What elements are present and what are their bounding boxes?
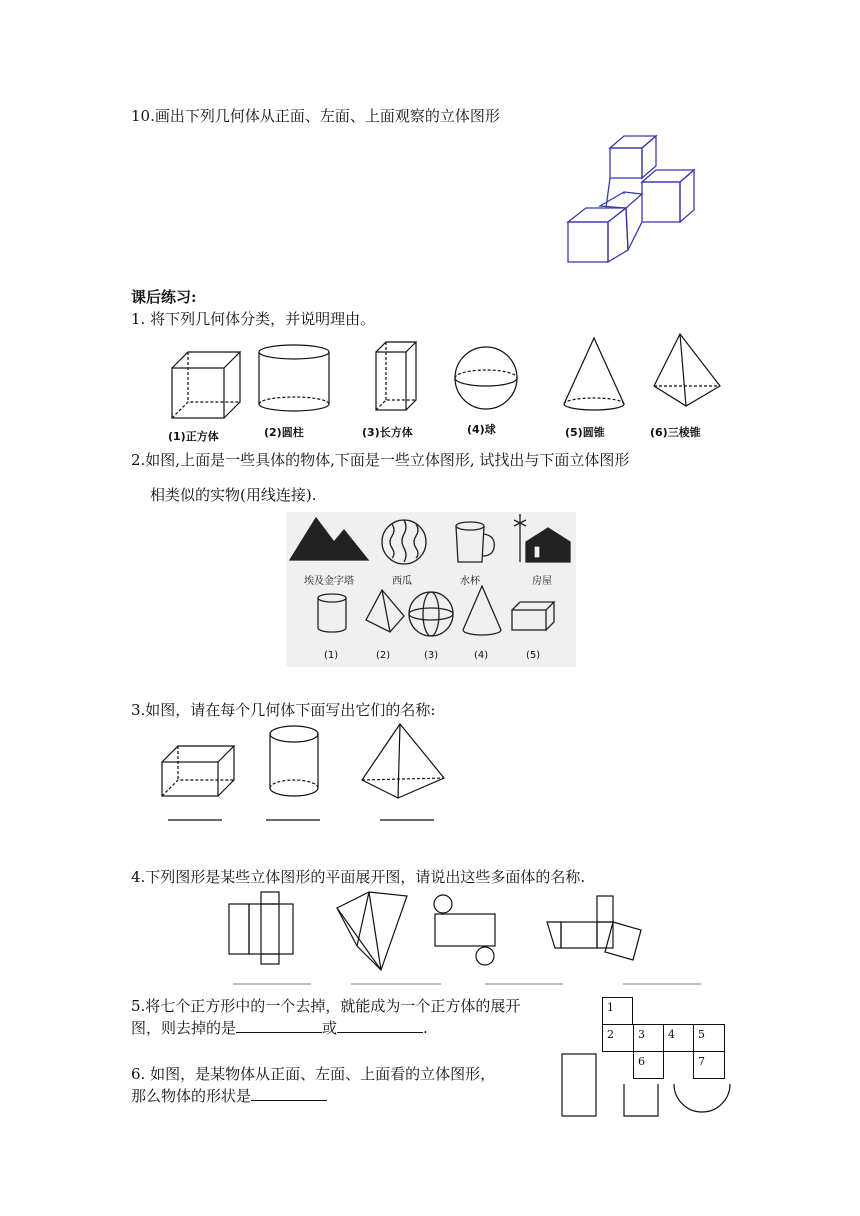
grid-cell-2: 2 (602, 1024, 634, 1052)
q10-text: 10.画出下列几何体从正面、左面、上面观察的立体图形 (131, 107, 500, 125)
q2-object-3: 水杯 (460, 576, 480, 587)
q2-text-line1: 2.如图,上面是一些具体的物体,下面是一些立体图形, 试找出与下面立体图形 (131, 451, 630, 469)
grid-cell-1: 1 (602, 997, 633, 1025)
watermelon-icon (382, 520, 426, 564)
q2-object-2: 西瓜 (392, 576, 412, 587)
q6-line2-text: 那么物体的形状是 (131, 1087, 252, 1105)
sphere-icon (455, 347, 517, 409)
q1-label-2: (2)圆柱 (264, 426, 304, 439)
q2-shape-2: (2) (376, 650, 391, 661)
q2-shape-4: (4) (474, 650, 489, 661)
q1-text: 1. 将下列几何体分类，并说明理由。 (131, 310, 376, 328)
q5-line2 (131, 1018, 428, 1038)
cuboid-icon (162, 746, 234, 796)
pyramid-silhouette-icon (290, 518, 368, 560)
q2-objects (286, 512, 576, 667)
grid-cell-6: 6 (633, 1051, 664, 1079)
q5-line1: 5.将七个正方形中的一个去掉，就能成为一个正方体的展开 (131, 997, 521, 1015)
q3-shapes (160, 722, 460, 826)
q5-line2-a: 图，则去掉的是 (131, 1019, 237, 1037)
grid-cell-4: 4 (663, 1024, 694, 1052)
cylinder-icon (259, 345, 329, 411)
q1-shapes (160, 332, 730, 422)
cup-icon (456, 522, 494, 562)
answer-blank[interactable] (236, 1018, 322, 1033)
q1-label-5: (5)圆锥 (565, 426, 605, 439)
q2-object-1: 埃及金字塔 (304, 576, 354, 587)
house-icon (514, 514, 570, 562)
q1-label-3: (3)长方体 (362, 426, 413, 439)
cone-icon (463, 586, 501, 635)
pyramid-icon (654, 334, 720, 406)
cylinder-icon (270, 726, 318, 796)
grid-cell-5: 5 (693, 1024, 725, 1052)
answer-blank[interactable] (251, 1086, 327, 1101)
cylinder-net-icon (434, 895, 495, 965)
cube-icon (172, 352, 240, 418)
q6-line2 (131, 1086, 327, 1106)
q3-text: 3.如图，请在每个几何体下面写出它们的名称: (131, 701, 436, 719)
prism-net-icon (229, 892, 293, 964)
q1-label-4: (4)球 (467, 423, 496, 436)
q2-shape-5: (5) (526, 650, 541, 661)
q4-text: 4.下列图形是某些立体图形的平面展开图，请说出这些多面体的名称. (131, 868, 586, 886)
q4-nets (225, 888, 715, 990)
grid-cell-3: 3 (633, 1024, 664, 1052)
q1-label-6: (6)三棱锥 (650, 426, 701, 439)
front-view-rect (562, 1054, 596, 1116)
grid-cell-7: 7 (693, 1051, 725, 1079)
top-view-arc (674, 1084, 730, 1112)
pyramid-net-icon (337, 892, 407, 970)
triangular-prism-net-icon (547, 896, 641, 960)
cuboid-icon (376, 342, 416, 410)
q2-figure (286, 512, 576, 667)
q2-shape-3: (3) (424, 650, 439, 661)
q1-label-1: (1)正方体 (168, 430, 219, 443)
pyramid-icon (366, 590, 404, 632)
pyramid-icon (362, 724, 444, 798)
cylinder-icon (318, 594, 346, 632)
cone-icon (564, 338, 624, 410)
answer-blank[interactable] (337, 1018, 423, 1033)
q6-views (560, 1052, 740, 1118)
q2-text-line2: 相类似的实物(用线连接). (150, 486, 317, 504)
q5-line2-b: 或 (322, 1019, 338, 1037)
q5-line2-c: . (423, 1019, 428, 1037)
sphere-icon (409, 592, 453, 636)
q6-line1: 6. 如图，是某物体从正面、左面、上面看的立体图形， (131, 1065, 496, 1083)
side-view-open-rect (624, 1084, 658, 1116)
q2-object-4: 房屋 (532, 576, 552, 587)
cuboid-icon (512, 602, 554, 630)
q2-shape-1: (1) (324, 650, 339, 661)
q10-cube-figure (566, 132, 698, 266)
homework-title: 课后练习: (131, 288, 197, 306)
